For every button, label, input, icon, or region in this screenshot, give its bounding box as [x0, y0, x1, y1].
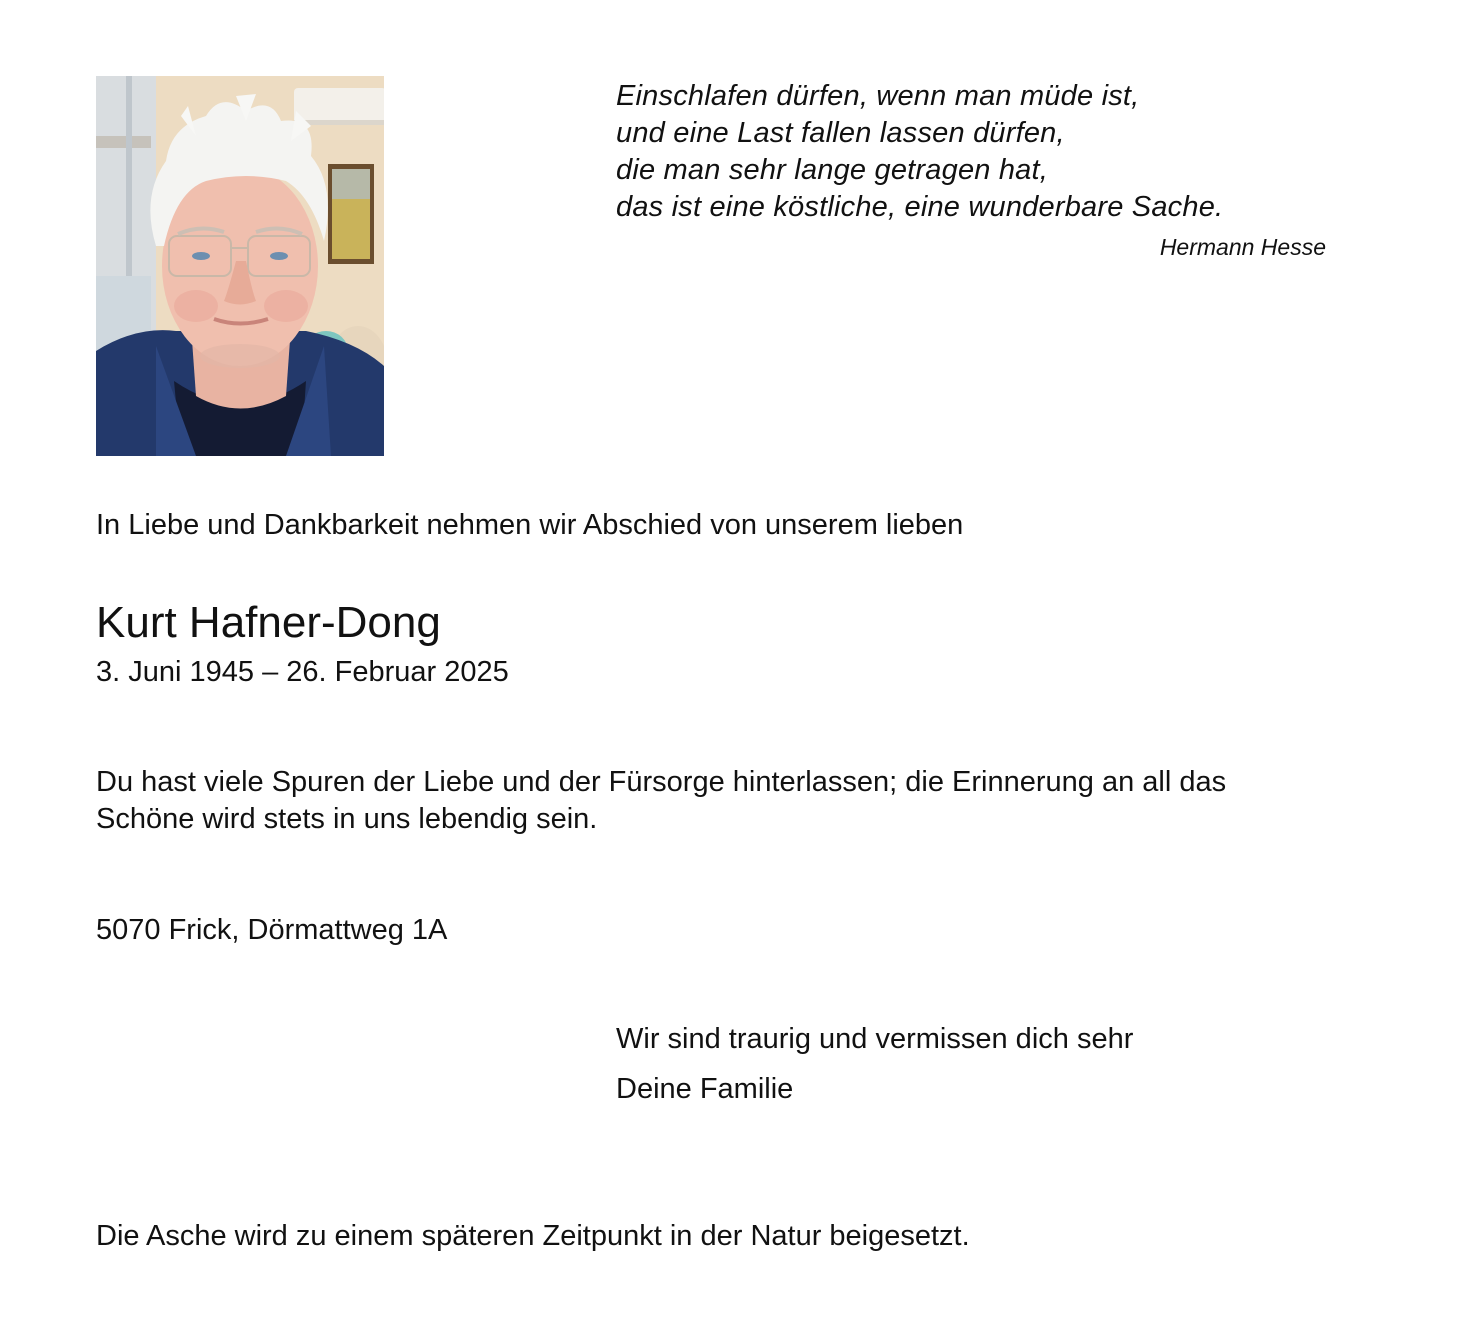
portrait-photo — [96, 76, 384, 456]
poem-quote — [616, 78, 1336, 226]
family-address: 5070 Frick, Dörmattweg 1A — [96, 914, 448, 946]
message-line: Du hast viele Spuren der Liebe und der Fürsorge hinterlassen; die Erinnerung an all das — [96, 766, 1227, 798]
poem-line: das ist eine köstliche, eine wunderbare Sache. — [616, 191, 1224, 223]
signature: Deine Familie — [616, 1073, 794, 1105]
poem-line: die man sehr lange getragen hat, — [616, 154, 1049, 186]
portrait-image-icon — [96, 76, 384, 456]
life-dates: 3. Juni 1945 – 26. Februar 2025 — [96, 656, 509, 688]
intro-text: In Liebe und Dankbarkeit nehmen wir Abschied von unserem lieben — [96, 509, 964, 541]
poem-line: und eine Last fallen lassen dürfen, — [616, 117, 1065, 149]
poem-author: Hermann Hesse — [1159, 234, 1326, 260]
closing-text: Wir sind traurig und vermissen dich sehr — [616, 1023, 1134, 1055]
memorial-message — [96, 764, 1396, 838]
burial-note: Die Asche wird zu einem späteren Zeitpunkt in der Natur beigesetzt. — [96, 1220, 970, 1252]
poem-line: Einschlafen dürfen, wenn man müde ist, — [616, 80, 1140, 112]
message-line: Schöne wird stets in uns lebendig sein. — [96, 803, 598, 835]
deceased-name: Kurt Hafner-Dong — [96, 598, 441, 647]
